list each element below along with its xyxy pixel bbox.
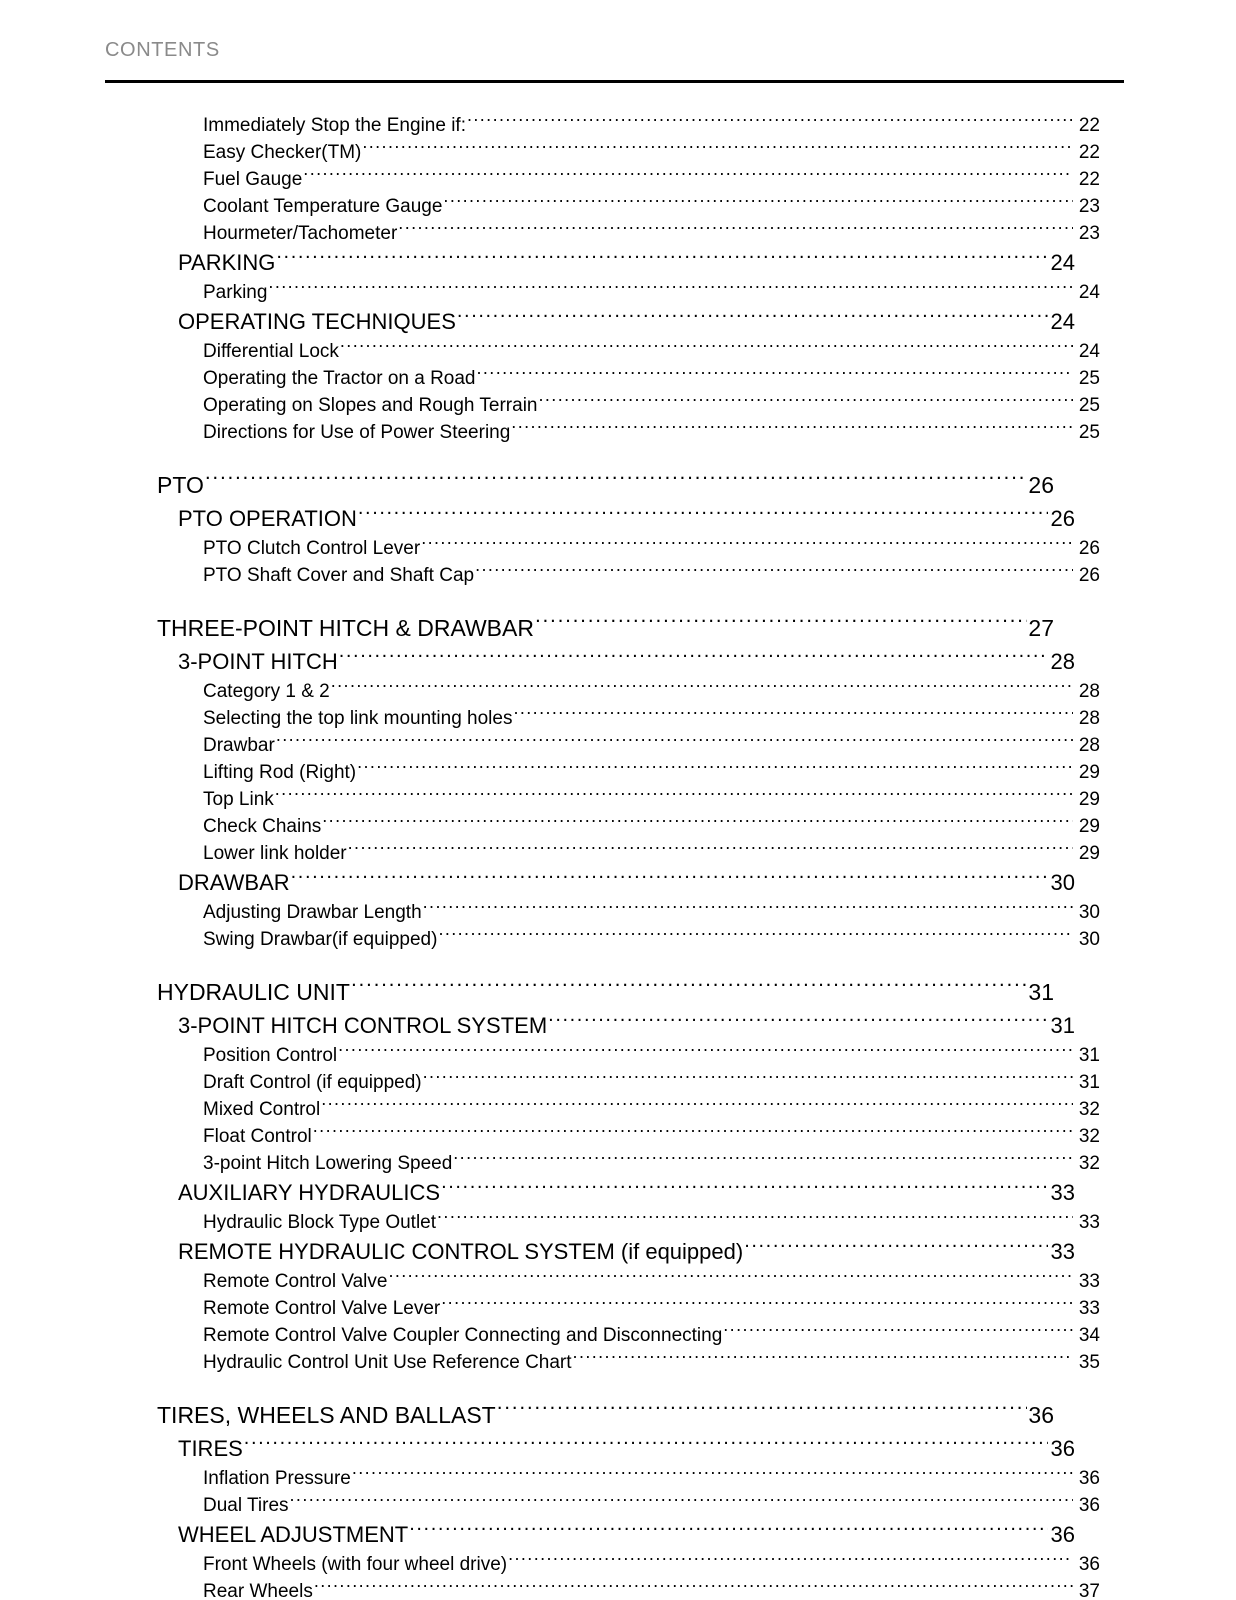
toc-leader-dots <box>314 1578 1073 1597</box>
toc-entry-page-number: 29 <box>1078 762 1100 783</box>
toc-entry-page-number: 29 <box>1078 843 1100 864</box>
toc-entry-label: Easy Checker(TM) <box>203 142 362 163</box>
toc-entry[interactable] <box>203 1578 1100 1600</box>
toc-entry-page-number: 23 <box>1078 196 1100 217</box>
toc-entry-page-number: 28 <box>1078 735 1100 756</box>
toc-entry[interactable] <box>157 975 1054 1010</box>
toc-leader-dots <box>438 926 1073 945</box>
toc-entry[interactable] <box>203 562 1100 589</box>
toc-leader-dots <box>276 732 1073 751</box>
toc-entry[interactable] <box>178 1236 1075 1268</box>
toc-entry[interactable] <box>178 503 1075 535</box>
toc-entry-page-number: 36 <box>1050 1436 1075 1461</box>
toc-entry-label: Fuel Gauge <box>203 169 303 190</box>
toc-entry-page-number: 37 <box>1078 1581 1100 1600</box>
toc-entry-page-number: 29 <box>1078 816 1100 837</box>
toc-entry-label: PTO Clutch Control Lever <box>203 538 421 559</box>
toc-entry-page-number: 27 <box>1028 615 1054 641</box>
toc-entry-page-number: 25 <box>1078 368 1100 389</box>
toc-entry-page-number: 36 <box>1028 1402 1054 1428</box>
toc-entry-page-number: 36 <box>1078 1554 1100 1575</box>
toc-entry-page-number: 22 <box>1078 169 1100 190</box>
toc-entry[interactable] <box>203 1322 1100 1349</box>
toc-entry[interactable] <box>203 365 1100 392</box>
toc-entry-label: Hydraulic Control Unit Use Reference Chart <box>203 1352 572 1373</box>
toc-leader-dots <box>441 1178 1048 1200</box>
toc-leader-dots <box>321 1096 1073 1115</box>
toc-entry-page-number: 25 <box>1078 422 1100 443</box>
toc-entry-page-number: 36 <box>1050 1522 1075 1547</box>
toc-entry-label: Remote Control Valve Coupler Connecting and Disconnecting <box>203 1325 723 1346</box>
toc-entry-label: WHEEL ADJUSTMENT <box>178 1522 409 1547</box>
toc-entry[interactable] <box>178 247 1075 279</box>
toc-entry[interactable] <box>178 306 1075 338</box>
toc-entry-label: Parking <box>203 282 268 303</box>
toc-entry-label: Remote Control Valve <box>203 1271 388 1292</box>
toc-leader-dots <box>453 1150 1073 1169</box>
toc-entry-label: Coolant Temperature Gauge <box>203 196 443 217</box>
toc-entry-page-number: 31 <box>1078 1072 1100 1093</box>
toc-entry[interactable] <box>178 1177 1075 1209</box>
toc-entry-label: HYDRAULIC UNIT <box>157 979 350 1005</box>
toc-entry[interactable] <box>203 926 1100 953</box>
toc-entry-page-number: 26 <box>1028 472 1054 498</box>
toc-leader-dots <box>398 220 1073 239</box>
toc-entry-page-number: 33 <box>1078 1298 1100 1319</box>
toc-entry[interactable] <box>203 1069 1100 1096</box>
toc-entry-page-number: 29 <box>1078 789 1100 810</box>
toc-entry-label: Selecting the top link mounting holes <box>203 708 513 729</box>
toc-entry[interactable] <box>203 1349 1100 1376</box>
toc-entry-page-number: 32 <box>1078 1126 1100 1147</box>
toc-leader-dots <box>352 1465 1073 1484</box>
toc-entry-label: 3-POINT HITCH CONTROL SYSTEM <box>178 1013 548 1038</box>
toc-entry-label: AUXILIARY HYDRAULICS <box>178 1180 441 1205</box>
toc-entry[interactable] <box>178 1519 1075 1551</box>
toc-leader-dots <box>497 1400 1027 1423</box>
toc-leader-dots <box>339 647 1048 669</box>
toc-entry[interactable] <box>203 112 1100 139</box>
toc-entry-page-number: 24 <box>1078 282 1100 303</box>
toc-entry[interactable] <box>203 705 1100 732</box>
toc-entry-page-number: 24 <box>1078 341 1100 362</box>
toc-entry-page-number: 22 <box>1078 142 1100 163</box>
toc-leader-dots <box>443 193 1073 212</box>
toc-entry-page-number: 30 <box>1050 870 1075 895</box>
toc-leader-dots <box>511 419 1073 438</box>
toc-entry[interactable] <box>203 1492 1100 1519</box>
toc-entry[interactable] <box>203 166 1100 193</box>
toc-entry[interactable] <box>203 392 1100 419</box>
toc-entry[interactable] <box>203 1150 1100 1177</box>
toc-entry-label: 3-POINT HITCH <box>178 649 338 674</box>
toc-entry-label: Directions for Use of Power Steering <box>203 422 511 443</box>
toc-entry-label: 3-point Hitch Lowering Speed <box>203 1153 453 1174</box>
toc-leader-dots <box>423 899 1073 918</box>
toc-entry[interactable] <box>203 220 1100 247</box>
toc-leader-dots <box>723 1322 1073 1341</box>
toc-leader-dots <box>340 338 1073 357</box>
toc-entry-label: DRAWBAR <box>178 870 290 895</box>
toc-entry[interactable] <box>203 678 1100 705</box>
toc-entry[interactable] <box>178 1010 1075 1042</box>
toc-leader-dots <box>421 535 1073 554</box>
toc-leader-dots <box>331 678 1073 697</box>
toc-entry[interactable] <box>178 867 1075 899</box>
toc-entry[interactable] <box>203 786 1100 813</box>
toc-leader-dots <box>351 977 1027 1000</box>
toc-entry[interactable] <box>203 1096 1100 1123</box>
table-of-contents-list <box>157 112 1100 1600</box>
toc-leader-dots <box>744 1237 1048 1259</box>
toc-leader-dots <box>513 705 1073 724</box>
toc-leader-dots <box>437 1209 1073 1228</box>
toc-entry-label: Immediately Stop the Engine if: <box>203 115 466 136</box>
toc-entry-page-number: 30 <box>1078 929 1100 950</box>
toc-leader-dots <box>477 365 1074 384</box>
toc-leader-dots <box>409 1520 1048 1542</box>
toc-entry-page-number: 28 <box>1078 708 1100 729</box>
toc-entry-page-number: 35 <box>1078 1352 1100 1373</box>
toc-entry-label: Float Control <box>203 1126 312 1147</box>
toc-leader-dots <box>268 279 1073 298</box>
toc-entry[interactable] <box>157 1398 1054 1433</box>
toc-entry-label: Mixed Control <box>203 1099 321 1120</box>
toc-entry-label: Position Control <box>203 1045 338 1066</box>
toc-entry[interactable] <box>157 468 1054 503</box>
toc-entry[interactable] <box>203 732 1100 759</box>
toc-entry-label: PTO Shaft Cover and Shaft Cap <box>203 565 475 586</box>
toc-entry-label: Inflation Pressure <box>203 1468 351 1489</box>
toc-entry[interactable] <box>203 535 1100 562</box>
toc-leader-dots <box>548 1011 1048 1033</box>
toc-entry-page-number: 34 <box>1078 1325 1100 1346</box>
toc-entry-page-number: 28 <box>1050 649 1075 674</box>
toc-entry[interactable] <box>203 813 1100 840</box>
toc-entry-label: PTO <box>157 472 204 498</box>
toc-entry-label: Lower link holder <box>203 843 347 864</box>
toc-entry-page-number: 22 <box>1078 115 1100 136</box>
toc-entry[interactable] <box>203 1209 1100 1236</box>
toc-entry-label: Draft Control (if equipped) <box>203 1072 422 1093</box>
toc-entry-page-number: 25 <box>1078 395 1100 416</box>
toc-entry[interactable] <box>178 1433 1075 1465</box>
toc-entry-page-number: 33 <box>1050 1180 1075 1205</box>
toc-entry-page-number: 24 <box>1050 250 1075 275</box>
toc-entry[interactable] <box>203 1042 1100 1069</box>
toc-entry-label: Operating on Slopes and Rough Terrain <box>203 395 538 416</box>
toc-entry-page-number: 36 <box>1078 1468 1100 1489</box>
toc-leader-dots <box>290 1492 1073 1511</box>
toc-entry-page-number: 31 <box>1078 1045 1100 1066</box>
toc-entry[interactable] <box>178 646 1075 678</box>
toc-leader-dots <box>244 1434 1048 1456</box>
page-title: CONTENTS <box>105 39 220 61</box>
toc-entry-page-number: 36 <box>1078 1495 1100 1516</box>
toc-entry-label: THREE-POINT HITCH & DRAWBAR <box>157 615 534 641</box>
page-header <box>105 40 1124 83</box>
toc-entry-label: Hydraulic Block Type Outlet <box>203 1212 437 1233</box>
toc-entry-page-number: 33 <box>1078 1212 1100 1233</box>
toc-leader-dots <box>362 139 1073 158</box>
toc-entry-label: Check Chains <box>203 816 322 837</box>
toc-leader-dots <box>467 112 1073 131</box>
toc-entry-page-number: 28 <box>1078 681 1100 702</box>
toc-entry-label: Front Wheels (with four wheel drive) <box>203 1554 508 1575</box>
toc-leader-dots <box>508 1551 1073 1570</box>
toc-leader-dots <box>573 1349 1073 1368</box>
toc-entry-label: OPERATING TECHNIQUES <box>178 309 456 334</box>
toc-entry-label: Top Link <box>203 789 274 810</box>
toc-leader-dots <box>303 166 1073 185</box>
toc-entry[interactable] <box>157 611 1054 646</box>
toc-leader-dots <box>358 504 1048 526</box>
toc-entry-page-number: 31 <box>1028 979 1054 1005</box>
toc-entry[interactable] <box>203 1295 1100 1322</box>
toc-entry-label: Category 1 & 2 <box>203 681 330 702</box>
toc-leader-dots <box>441 1295 1073 1314</box>
toc-entry-label: PARKING <box>178 250 276 275</box>
toc-entry[interactable] <box>203 1268 1100 1295</box>
toc-leader-dots <box>322 813 1073 832</box>
toc-entry[interactable] <box>203 419 1100 446</box>
toc-entry-label: REMOTE HYDRAULIC CONTROL SYSTEM (if equipped) <box>178 1239 744 1264</box>
toc-entry-page-number: 33 <box>1078 1271 1100 1292</box>
header-divider <box>105 80 1124 83</box>
toc-leader-dots <box>276 248 1048 270</box>
toc-leader-dots <box>291 868 1048 890</box>
toc-entry-label: Remote Control Valve Lever <box>203 1298 441 1319</box>
toc-entry-label: Rear Wheels <box>203 1581 313 1600</box>
toc-leader-dots <box>348 840 1073 859</box>
toc-entry-page-number: 26 <box>1050 506 1075 531</box>
toc-leader-dots <box>535 613 1027 636</box>
toc-entry-label: TIRES, WHEELS AND BALLAST <box>157 1402 496 1428</box>
toc-entry-page-number: 26 <box>1078 538 1100 559</box>
toc-entry[interactable] <box>203 1551 1100 1578</box>
toc-entry[interactable] <box>203 759 1100 786</box>
toc-entry[interactable] <box>203 338 1100 365</box>
toc-entry-page-number: 32 <box>1078 1099 1100 1120</box>
toc-entry-page-number: 23 <box>1078 223 1100 244</box>
toc-entry-label: Adjusting Drawbar Length <box>203 902 422 923</box>
toc-entry[interactable] <box>203 1123 1100 1150</box>
toc-entry[interactable] <box>203 840 1100 867</box>
toc-entry[interactable] <box>203 279 1100 306</box>
toc-leader-dots <box>205 470 1027 493</box>
toc-leader-dots <box>313 1123 1073 1142</box>
toc-leader-dots <box>338 1042 1073 1061</box>
toc-leader-dots <box>275 786 1073 805</box>
toc-entry-page-number: 26 <box>1078 565 1100 586</box>
toc-entry-label: TIRES <box>178 1436 243 1461</box>
toc-entry[interactable] <box>203 899 1100 926</box>
toc-entry-page-number: 30 <box>1078 902 1100 923</box>
toc-entry-label: Operating the Tractor on a Road <box>203 368 476 389</box>
toc-leader-dots <box>475 562 1073 581</box>
toc-entry-label: Drawbar <box>203 735 275 756</box>
toc-entry-page-number: 33 <box>1050 1239 1075 1264</box>
toc-leader-dots <box>539 392 1074 411</box>
toc-leader-dots <box>357 759 1073 778</box>
toc-entry[interactable] <box>203 1465 1100 1492</box>
toc-entry-label: Lifting Rod (Right) <box>203 762 357 783</box>
toc-leader-dots <box>457 307 1048 329</box>
toc-entry[interactable] <box>203 193 1100 220</box>
toc-leader-dots <box>388 1268 1073 1287</box>
toc-entry-label: Differential Lock <box>203 341 339 362</box>
toc-leader-dots <box>423 1069 1073 1088</box>
toc-entry-page-number: 31 <box>1050 1013 1075 1038</box>
toc-entry-page-number: 24 <box>1050 309 1075 334</box>
toc-entry-label: Swing Drawbar(if equipped) <box>203 929 438 950</box>
toc-entry-label: Hourmeter/Tachometer <box>203 223 398 244</box>
toc-entry[interactable] <box>203 139 1100 166</box>
toc-entry-label: PTO OPERATION <box>178 506 357 531</box>
toc-entry-label: Dual Tires <box>203 1495 289 1516</box>
toc-entry-page-number: 32 <box>1078 1153 1100 1174</box>
